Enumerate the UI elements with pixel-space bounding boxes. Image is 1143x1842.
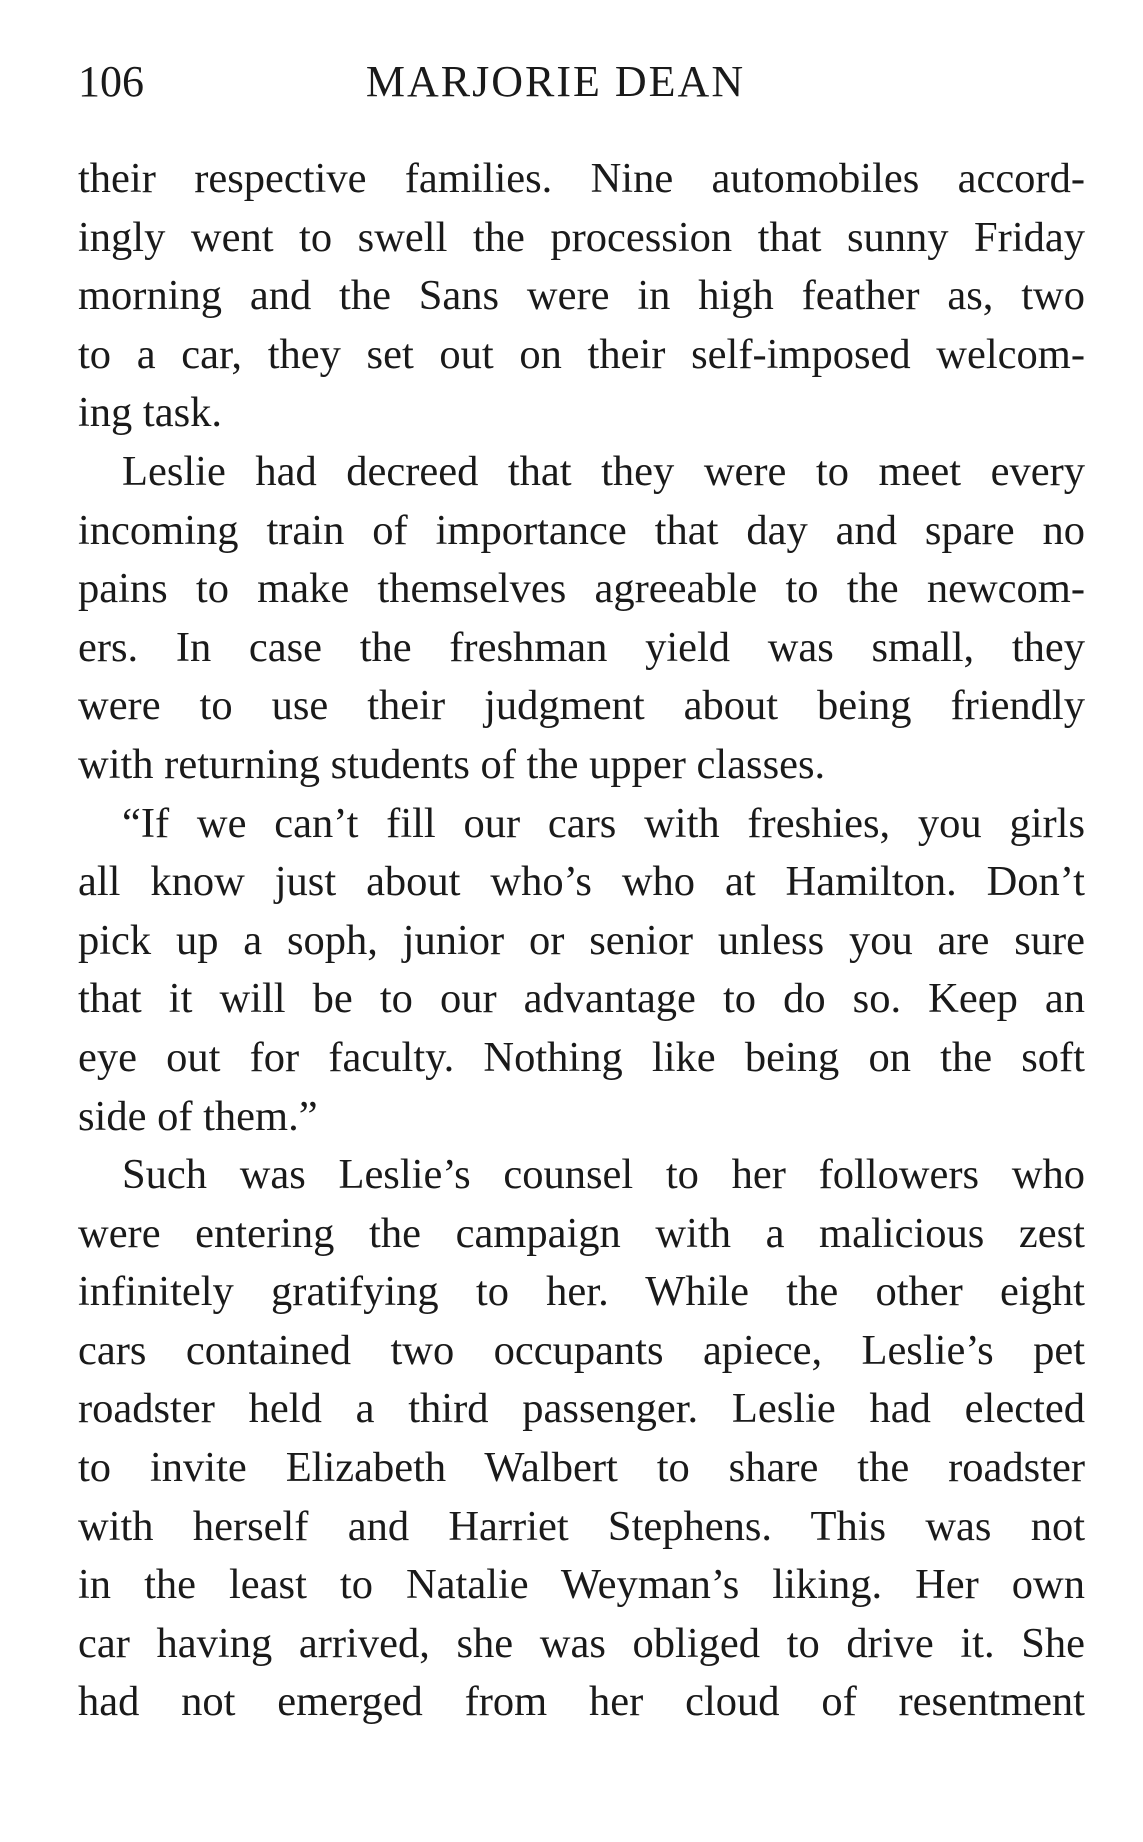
text-line: side of them.” bbox=[78, 1092, 318, 1140]
text-line: car having arrived, she was obliged to drive it. She bbox=[78, 1619, 1085, 1667]
text-line: ing task. bbox=[78, 389, 223, 437]
text-line: pains to make themselves agreeable to the newcom- bbox=[78, 565, 1085, 613]
text-line: were to use their judgment about being friendly bbox=[78, 682, 1085, 730]
text-line: with herself and Harriet Stephens. This was not bbox=[78, 1502, 1085, 1550]
text-line: that it will be to our advantage to do so. Keep an bbox=[78, 975, 1085, 1023]
text-line: ers. In case the freshman yield was small, they bbox=[78, 623, 1085, 671]
text-line: in the least to Natalie Weyman’s liking. Her own bbox=[78, 1561, 1085, 1609]
text-line: to a car, they set out on their self-imposed welcom- bbox=[78, 330, 1085, 378]
body-text bbox=[78, 150, 1085, 1732]
text-line: pick up a soph, junior or senior unless you are sure bbox=[78, 916, 1085, 964]
text-line: roadster held a third passenger. Leslie had elected bbox=[78, 1385, 1085, 1433]
book-title: MARJORIE DEAN bbox=[365, 57, 746, 106]
text-line: cars contained two occupants apiece, Leslie’s pet bbox=[78, 1326, 1085, 1374]
text-line: “If we can’t fill our cars with freshies, you girls bbox=[122, 799, 1085, 847]
text-line: morning and the Sans were in high feather as, two bbox=[78, 272, 1085, 320]
paragraph-3 bbox=[78, 795, 1085, 1147]
text-line: incoming train of importance that day and spare no bbox=[78, 506, 1085, 554]
page-number: 106 bbox=[78, 57, 144, 106]
paragraph-4 bbox=[78, 1146, 1085, 1732]
text-line: ingly went to swell the procession that sunny Friday bbox=[78, 213, 1085, 261]
text-line: Leslie had decreed that they were to meet every bbox=[122, 447, 1085, 495]
text-line: were entering the campaign with a malicious zest bbox=[78, 1209, 1085, 1257]
paragraph-2 bbox=[78, 443, 1085, 795]
text-line: their respective families. Nine automobiles accord- bbox=[78, 155, 1085, 202]
text-line: eye out for faculty. Nothing like being on the soft bbox=[78, 1033, 1085, 1081]
text-line: all know just about who’s who at Hamilton. Don’t bbox=[78, 858, 1085, 906]
text-line: to invite Elizabeth Walbert to share the roadster bbox=[78, 1444, 1085, 1492]
text-line: Such was Leslie’s counsel to her followers who bbox=[122, 1151, 1085, 1199]
text-line: with returning students of the upper classes. bbox=[78, 740, 826, 788]
text-line: had not emerged from her cloud of resentment bbox=[78, 1678, 1085, 1726]
running-head bbox=[78, 52, 1063, 112]
paragraph-1 bbox=[78, 150, 1085, 443]
text-line: infinitely gratifying to her. While the other eight bbox=[78, 1268, 1085, 1316]
